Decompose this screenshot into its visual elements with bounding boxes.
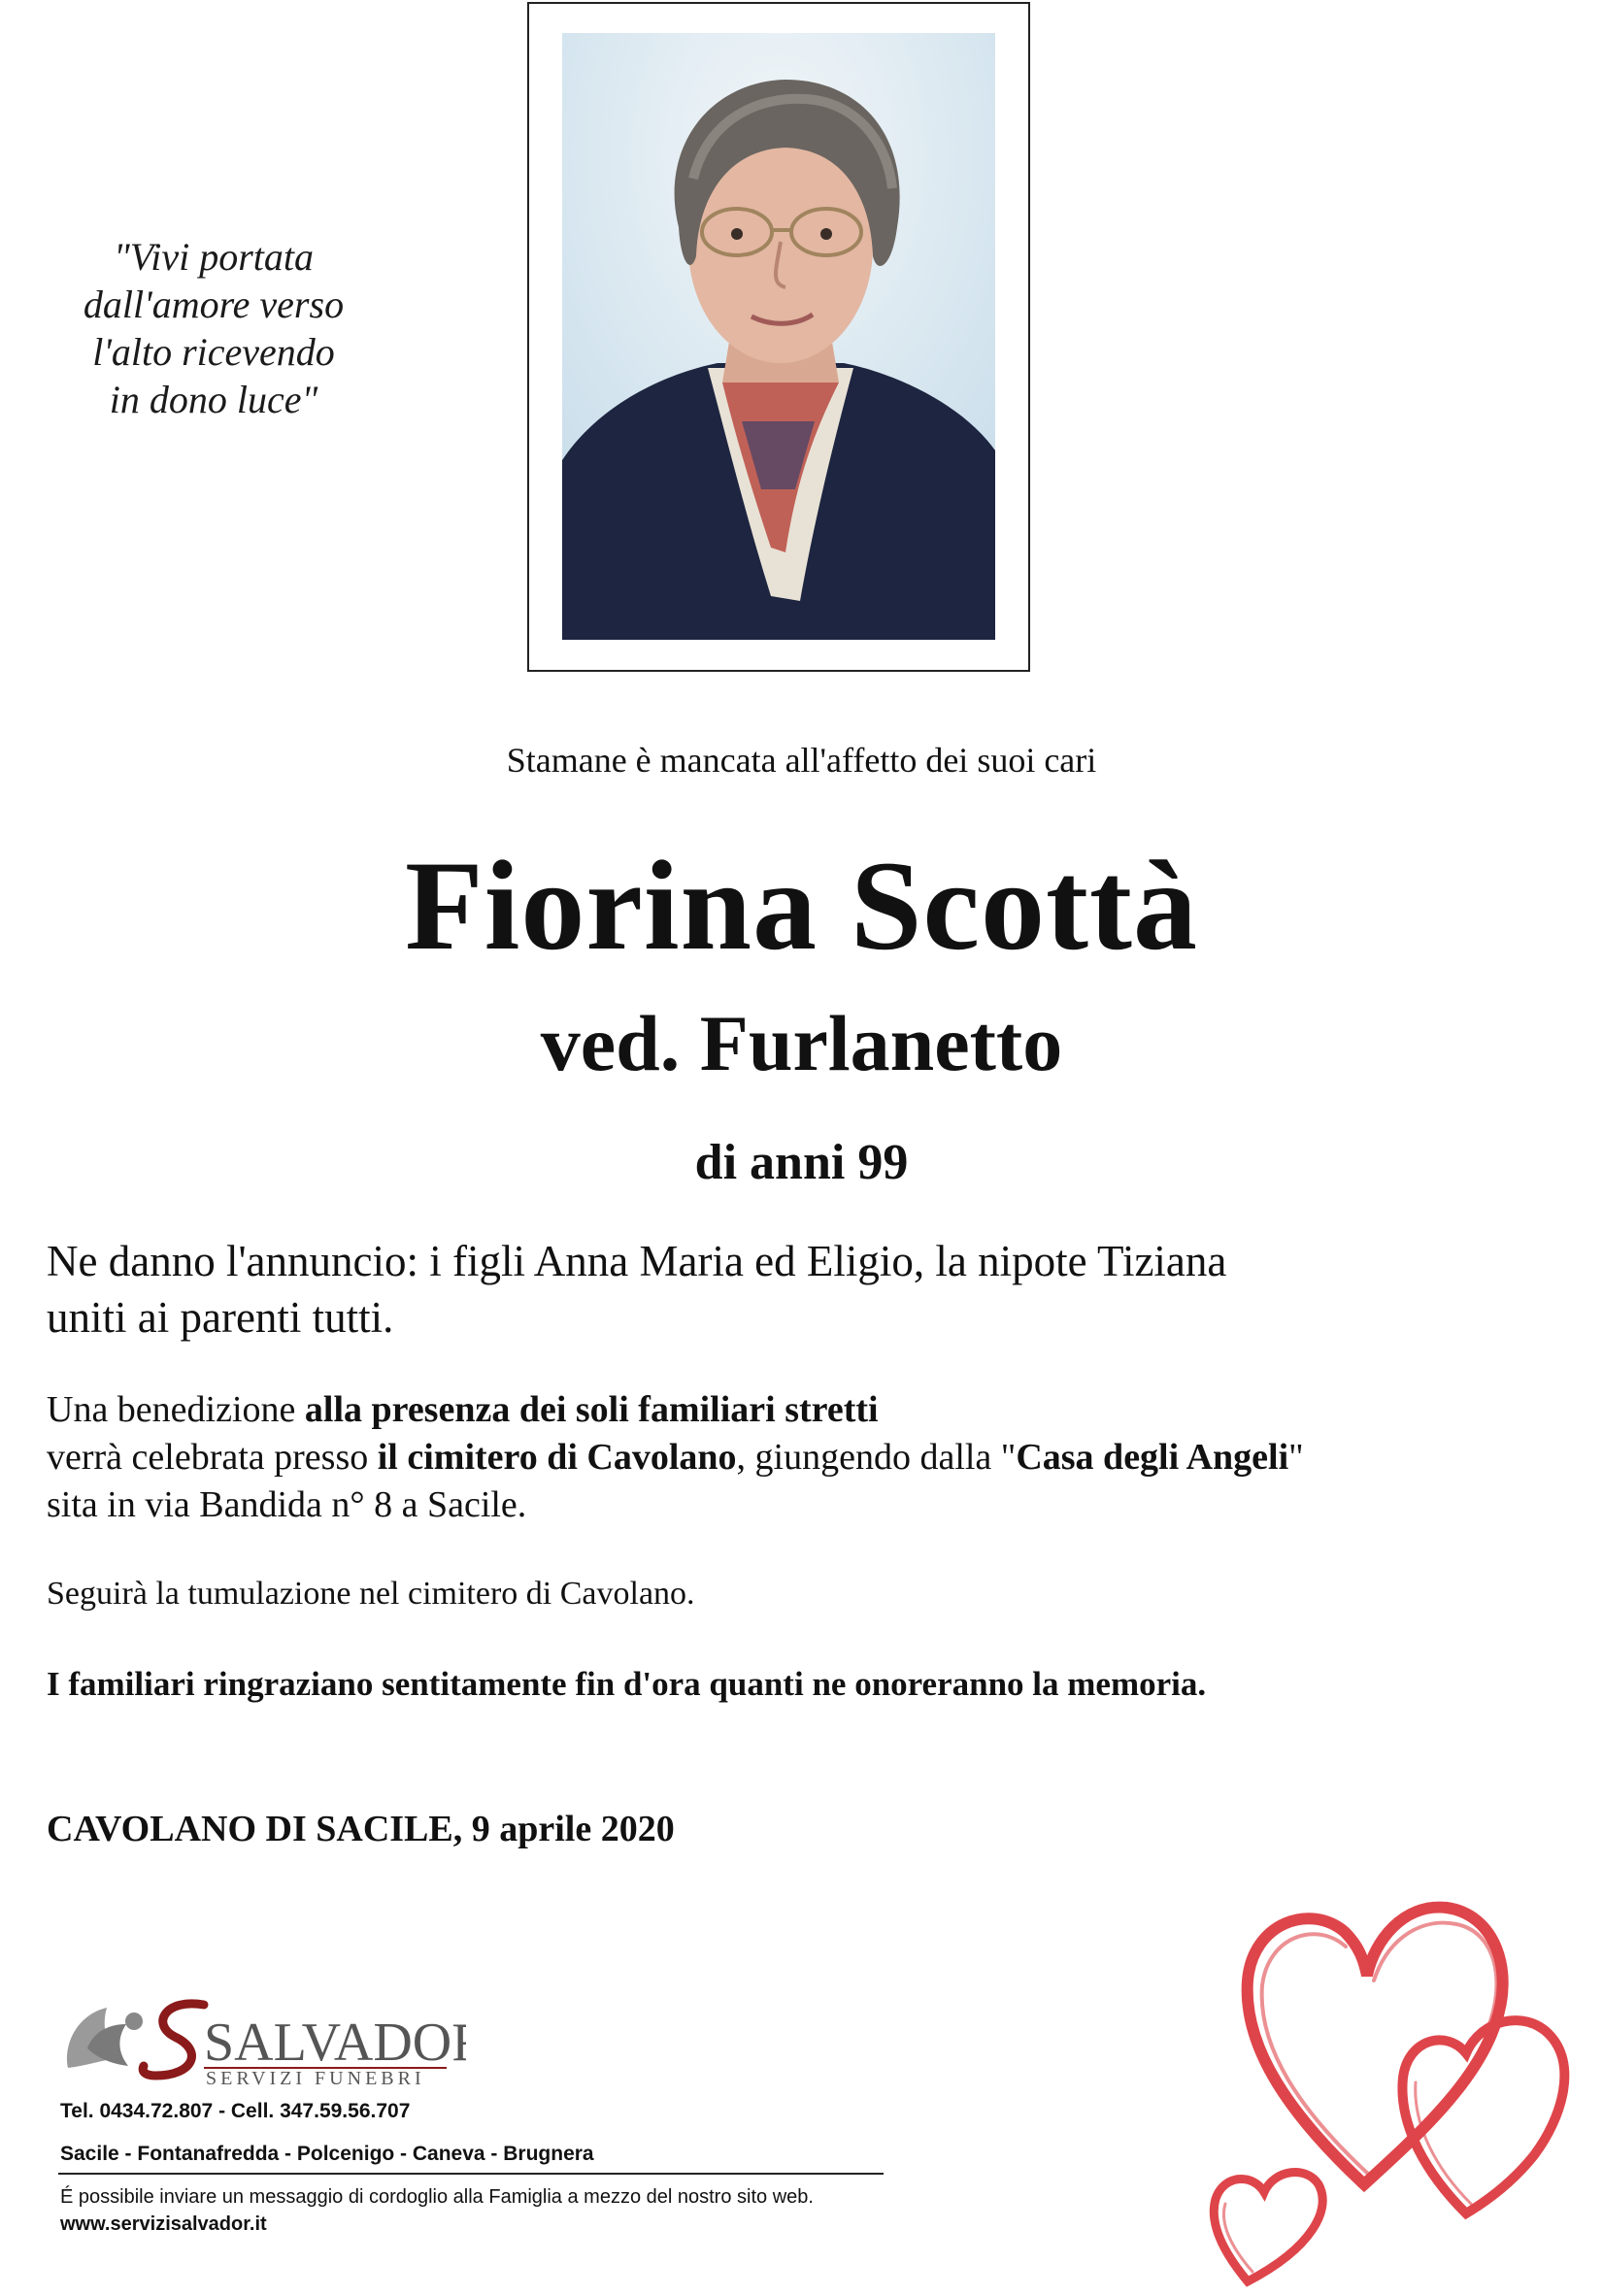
widow-surname: ved. Furlanetto — [540, 999, 1063, 1087]
deceased-name: Fiorina Scottà — [405, 834, 1198, 977]
service-towns: Sacile - Fontanafredda - Polcenigo - Caneva - Brugnera — [60, 2143, 594, 2165]
cemetery-name: il cimitero di Cavolano — [377, 1437, 737, 1478]
blessing-line — [47, 1434, 1561, 1481]
blessing-text-part: , giungendo dalla " — [736, 1437, 1017, 1478]
blessing-emphasis: alla presenza dei soli familiari stretti — [304, 1389, 879, 1430]
hearts-decoration — [1204, 1864, 1603, 2291]
quote-line: dall'amore verso — [83, 283, 345, 326]
website-link[interactable]: www.servizisalvador.it — [60, 2213, 267, 2235]
brand-subtitle: SERVIZI FUNEBRI — [206, 2068, 425, 2087]
blessing-text-part: " — [1288, 1437, 1304, 1478]
salvador-logo — [58, 1990, 466, 2087]
condolence-note: É possibile inviare un messaggio di cordoglio alla Famiglia a mezzo del nostro sito web. — [60, 2186, 814, 2208]
intro-text: Stamane è mancata all'affetto dei suoi cari — [506, 741, 1097, 780]
portrait-photo — [562, 33, 995, 640]
departure-place: Casa degli Angeli — [1016, 1437, 1289, 1478]
footer-divider — [58, 2173, 884, 2175]
announcement-line: uniti ai parenti tutti. — [47, 1293, 394, 1342]
blessing-line — [47, 1386, 1561, 1434]
announcement — [47, 1233, 1561, 1346]
quote — [39, 233, 388, 423]
portrait-illustration — [562, 33, 995, 640]
burial-text: Seguirà la tumulazione nel cimitero di Cavolano. — [47, 1576, 695, 1612]
age-text: di anni 99 — [694, 1135, 909, 1190]
quote-line: in dono luce" — [109, 378, 318, 421]
portrait-frame — [527, 2, 1030, 672]
announcement-line: Ne danno l'annuncio: i figli Anna Maria ed Eligio, la nipote Tiziana — [47, 1237, 1227, 1285]
angel-logo-icon — [58, 1990, 466, 2087]
phone-numbers: Tel. 0434.72.807 - Cell. 347.59.56.707 — [60, 2100, 411, 2122]
blessing-text-part: Una benedizione — [47, 1389, 305, 1430]
quote-line: "Vivi portata — [113, 235, 315, 279]
brand-name: SALVADOR — [204, 2013, 466, 2073]
blessing-line: sita in via Bandida n° 8 a Sacile. — [47, 1484, 527, 1525]
quote-line: l'alto ricevendo — [92, 330, 335, 374]
blessing-text — [47, 1386, 1561, 1529]
hearts-decoration-icon — [1204, 1864, 1603, 2291]
thanks-text: I familiari ringraziano sentitamente fin d'ora quanti ne onoreranno la memoria. — [47, 1665, 1207, 1703]
place-date: CAVOLANO DI SACILE, 9 aprile 2020 — [47, 1809, 675, 1849]
blessing-text-part: verrà celebrata presso — [47, 1437, 378, 1478]
